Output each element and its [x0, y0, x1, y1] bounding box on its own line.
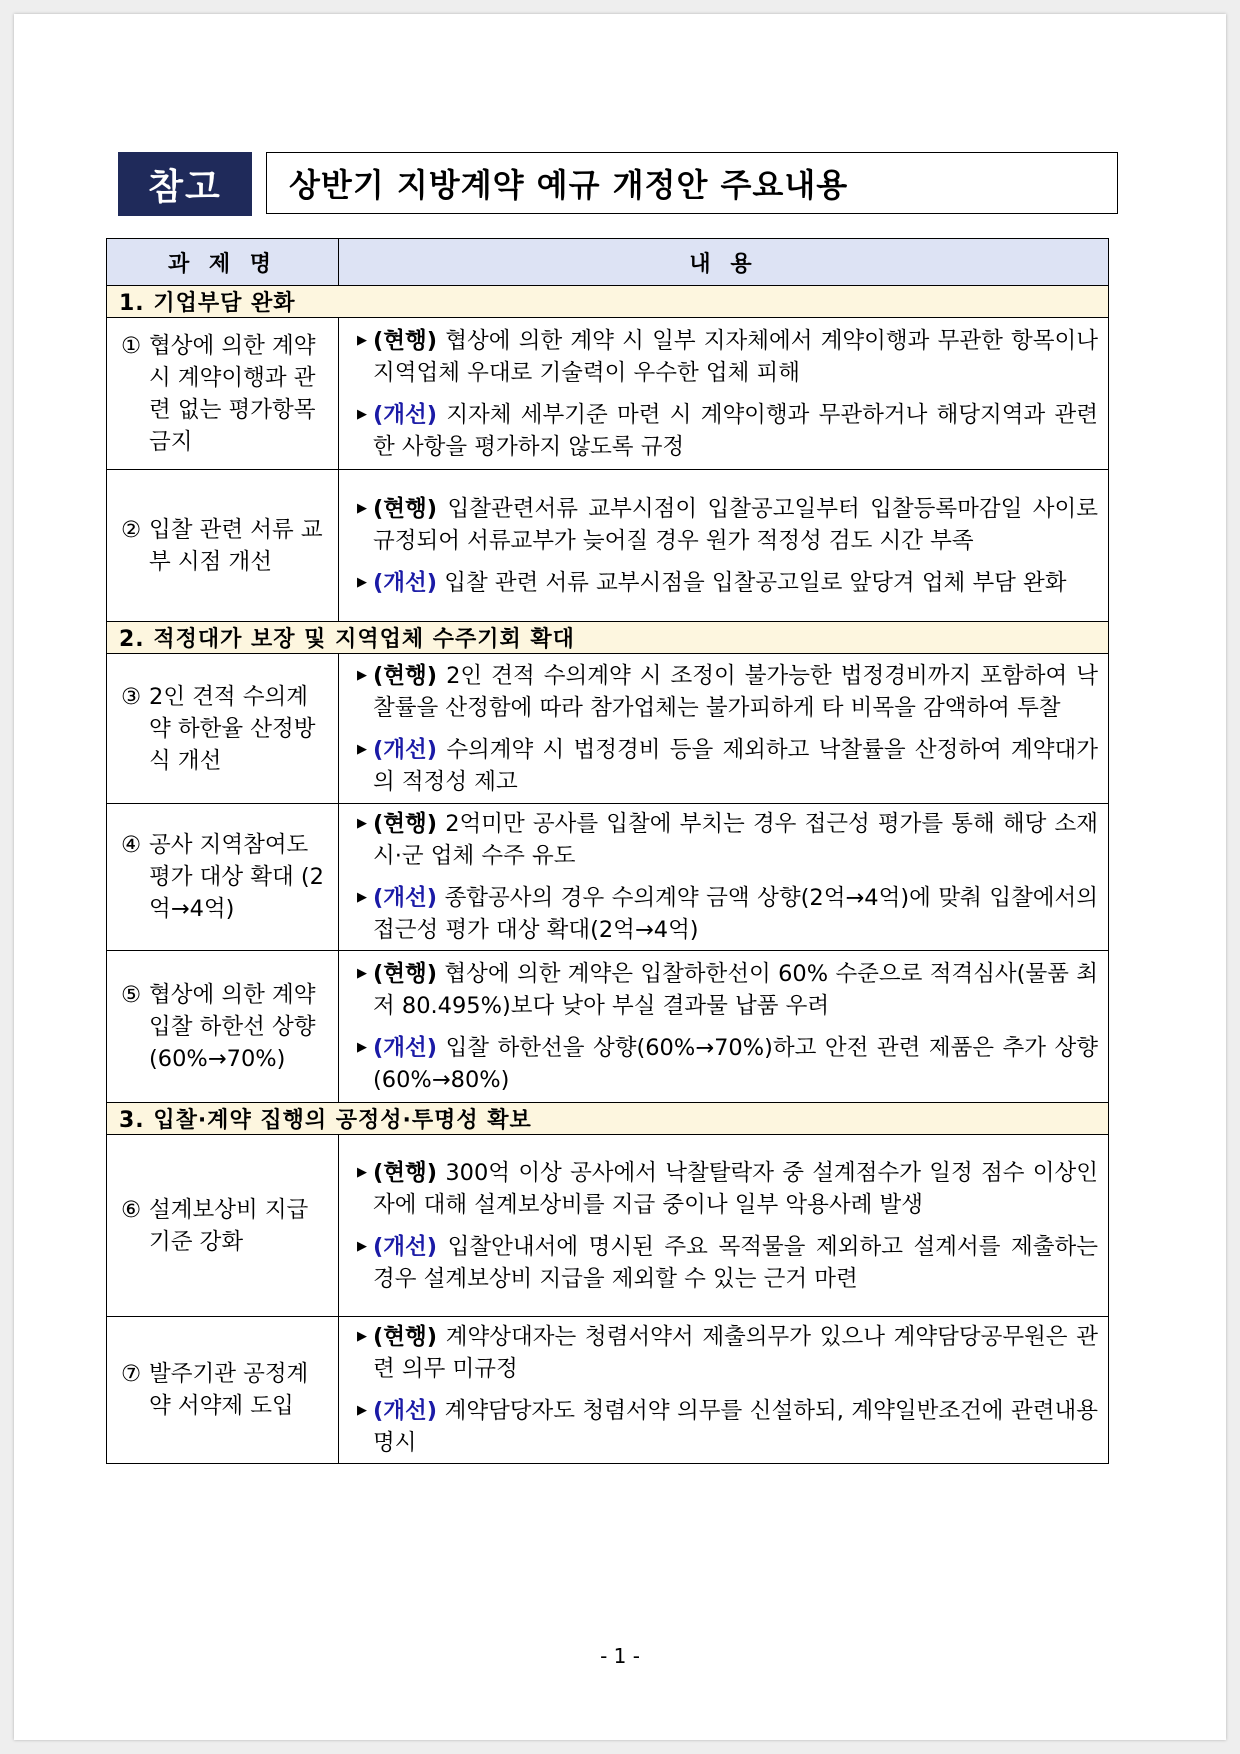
improvement-item — [357, 882, 1098, 946]
content-table — [106, 238, 1109, 1464]
improvement-item — [357, 567, 1098, 599]
triangle-bullet-icon: ▶ — [357, 332, 367, 348]
improvement-item — [357, 734, 1098, 798]
triangle-bullet-icon: ▶ — [357, 741, 367, 757]
current-status-item — [357, 660, 1098, 724]
triangle-bullet-icon: ▶ — [357, 1329, 367, 1344]
improvement-tag: (개선) — [373, 401, 438, 428]
table-row — [107, 1135, 1109, 1317]
current-status-tag: (현행) — [373, 495, 438, 522]
improvement-item — [357, 399, 1098, 463]
page-number: - 1 - — [600, 1644, 640, 1668]
content-cell — [339, 804, 1109, 951]
task-number: ① — [121, 332, 142, 359]
current-status-text: 2인 견적 수의계약 시 조정이 불가능한 법정경비까지 포함하여 낙찰률을 산정함에 따라 참가업체는 불가피하게 타 비목을 감액하여 투찰 — [373, 662, 1098, 721]
content-cell — [339, 318, 1109, 470]
current-status-item — [357, 808, 1098, 872]
task-cell — [107, 1135, 339, 1317]
current-status-item — [357, 958, 1098, 1022]
section-row — [107, 622, 1109, 654]
content-cell — [339, 470, 1109, 622]
improvement-tag: (개선) — [373, 569, 438, 596]
triangle-bullet-icon: ▶ — [357, 816, 367, 831]
task-number: ② — [121, 516, 142, 543]
current-status-item — [357, 493, 1098, 557]
improvement-text: 계약담당자도 청렴서약 의무를 신설하되, 계약일반조건에 관련내용 명시 — [373, 1398, 1099, 1456]
task-cell — [107, 654, 339, 804]
triangle-bullet-icon: ▶ — [357, 406, 367, 422]
current-status-tag: (현행) — [373, 327, 438, 354]
current-status-text: 2억미만 공사를 입찰에 부치는 경우 접근성 평가를 통해 해당 소재 시·군 업체 수주 유도 — [373, 811, 1098, 869]
content-cell — [339, 951, 1109, 1103]
triangle-bullet-icon: ▶ — [357, 574, 367, 590]
task-cell — [107, 804, 339, 951]
task-name: 2인 견적 수의계약 하한율 산정방식 개선 — [149, 683, 316, 774]
improvement-text: 입찰 관련 서류 교부시점을 입찰공고일로 앞당겨 업체 부담 완화 — [444, 569, 1067, 596]
current-status-text: 계약상대자는 청렴서약서 제출의무가 있으나 계약담당공무원은 관련 의무 미규정 — [373, 1324, 1099, 1382]
current-status-item — [357, 325, 1098, 389]
current-status-item — [357, 1321, 1098, 1385]
task-number: ③ — [121, 683, 142, 710]
triangle-bullet-icon: ▶ — [357, 667, 367, 683]
triangle-bullet-icon: ▶ — [357, 500, 367, 516]
table-row — [107, 318, 1109, 470]
task-cell — [107, 470, 339, 622]
task-name: 발주기관 공정계약 서약제 도입 — [149, 1361, 309, 1419]
improvement-text: 입찰 하한선을 상향(60%→70%)하고 안전 관련 제품은 추가 상향(60%→80%) — [373, 1034, 1098, 1093]
document-title: 상반기 지방계약 예규 개정안 주요내용 — [266, 152, 1118, 214]
triangle-bullet-icon: ▶ — [357, 965, 367, 981]
improvement-text: 종합공사의 경우 수의계약 금액 상향(2억→4억)에 맞춰 입찰에서의 접근성 평가 대상 확대(2억→4억) — [373, 885, 1099, 943]
section-title: 1. 기업부담 완화 — [107, 286, 1109, 318]
column-header-task: 과 제 명 — [107, 239, 339, 286]
task-number: ⑦ — [121, 1361, 142, 1387]
table-row — [107, 1317, 1109, 1464]
section-title: 2. 적정대가 보장 및 지역업체 수주기회 확대 — [107, 622, 1109, 654]
current-status-item — [357, 1157, 1098, 1221]
improvement-item — [357, 1395, 1098, 1459]
table-row — [107, 804, 1109, 951]
task-name: 공사 지역참여도 평가 대상 확대 (2억→4억) — [149, 832, 324, 922]
triangle-bullet-icon: ▶ — [357, 1039, 367, 1055]
task-cell — [107, 951, 339, 1103]
section-title: 3. 입찰·계약 집행의 공정성·투명성 확보 — [107, 1103, 1109, 1135]
task-name: 협상에 의한 계약 입찰 하한선 상향(60%→70%) — [149, 981, 316, 1072]
column-header-content: 내 용 — [339, 239, 1109, 286]
content-cell — [339, 654, 1109, 804]
current-status-tag: (현행) — [373, 1324, 438, 1350]
current-status-tag: (현행) — [373, 811, 438, 837]
table-row — [107, 654, 1109, 804]
current-status-text: 협상에 의한 계약 시 일부 지자체에서 계약이행과 무관한 항목이나 지역업체 우대로 기술력이 우수한 업체 피해 — [373, 327, 1098, 386]
current-status-tag: (현행) — [373, 1159, 438, 1186]
improvement-text: 수의계약 시 법정경비 등을 제외하고 낙찰률을 산정하여 계약대가의 적정성 제고 — [373, 736, 1098, 795]
section-row — [107, 1103, 1109, 1135]
triangle-bullet-icon: ▶ — [357, 890, 367, 905]
triangle-bullet-icon: ▶ — [357, 1238, 367, 1254]
table-header-row — [107, 239, 1109, 286]
task-name: 설계보상비 지급기준 강화 — [149, 1196, 309, 1255]
content-cell — [339, 1317, 1109, 1464]
current-status-text: 협상에 의한 계약은 입찰하한선이 60% 수준으로 적격심사(물품 최저 80.495%)보다 낮아 부실 결과물 납품 우려 — [373, 960, 1099, 1019]
task-number: ④ — [121, 832, 142, 858]
improvement-tag: (개선) — [373, 736, 438, 763]
improvement-item — [357, 1231, 1098, 1295]
table-row — [107, 470, 1109, 622]
task-cell — [107, 1317, 339, 1464]
task-name: 협상에 의한 계약 시 계약이행과 관련 없는 평가항목 금지 — [149, 332, 316, 455]
content-cell — [339, 1135, 1109, 1317]
task-name: 입찰 관련 서류 교부 시점 개선 — [149, 516, 323, 575]
reference-badge: 참고 — [118, 152, 252, 216]
improvement-tag: (개선) — [373, 1398, 438, 1424]
task-cell — [107, 318, 339, 470]
current-status-text: 300억 이상 공사에서 낙찰탈락자 중 설계점수가 일정 점수 이상인 자에 대해 설계보상비를 지급 중이나 일부 악용사례 발생 — [373, 1159, 1098, 1218]
improvement-text: 지자체 세부기준 마련 시 계약이행과 무관하거나 해당지역과 관련한 사항을 평가하지 않도록 규정 — [373, 401, 1098, 460]
triangle-bullet-icon: ▶ — [357, 1164, 367, 1180]
current-status-tag: (현행) — [373, 662, 438, 689]
task-number: ⑥ — [121, 1196, 142, 1223]
task-number: ⑤ — [121, 981, 142, 1008]
improvement-text: 입찰안내서에 명시된 주요 목적물을 제외하고 설계서를 제출하는 경우 설계보상비 지급을 제외할 수 있는 근거 마련 — [373, 1233, 1098, 1292]
improvement-tag: (개선) — [373, 885, 438, 911]
section-row — [107, 286, 1109, 318]
improvement-tag: (개선) — [373, 1233, 438, 1260]
triangle-bullet-icon: ▶ — [357, 1403, 367, 1418]
improvement-item — [357, 1032, 1098, 1096]
title-row — [118, 152, 1122, 216]
table-row — [107, 951, 1109, 1103]
current-status-tag: (현행) — [373, 960, 438, 987]
current-status-text: 입찰관련서류 교부시점이 입찰공고일부터 입찰등록마감일 사이로 규정되어 서류교부가 늦어질 경우 원가 적정성 검도 시간 부족 — [373, 495, 1098, 554]
improvement-tag: (개선) — [373, 1034, 438, 1061]
